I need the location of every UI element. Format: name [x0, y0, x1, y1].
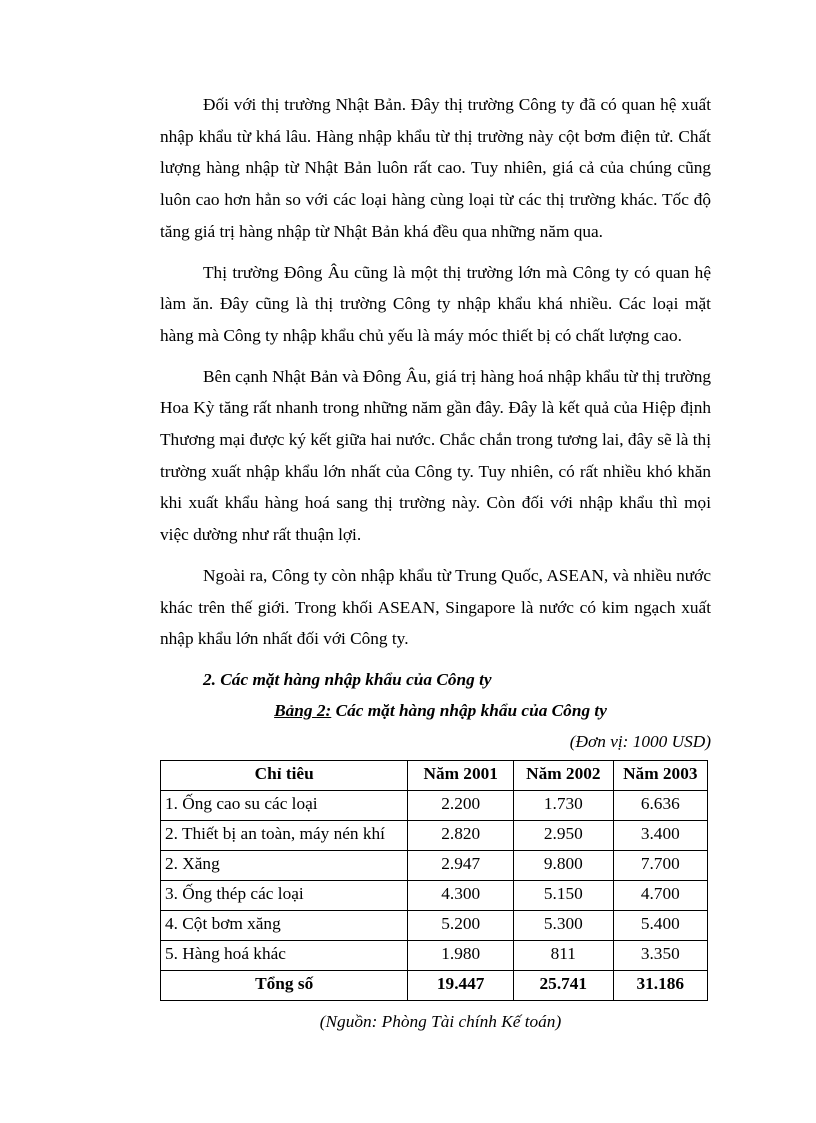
- cell-2001: 2.947: [408, 850, 514, 880]
- section-heading: 2. Các mặt hàng nhập khẩu của Công ty: [203, 669, 492, 689]
- table-caption-label: Bảng 2:: [274, 700, 332, 720]
- header-indicator: Chỉ tiêu: [161, 760, 408, 790]
- cell-2003: 7.700: [613, 850, 707, 880]
- unit-note: (Đơn vị: 1000 USD): [569, 731, 711, 751]
- row-label: 4. Cột bơm xăng: [161, 910, 408, 940]
- table-row: [161, 880, 708, 910]
- cell-2002: 5.300: [514, 910, 614, 940]
- document-body: [160, 89, 711, 1037]
- paragraph-japan-market: Đối với thị trường Nhật Bản. Đây thị trường Công ty đã có quan hệ xuất nhập khẩu từ khá lâu. Hàng nhập khẩu từ thị trường này cột bơm điện tử. Chất lượng hàng nhập từ Nhật Bản luôn rất cao. Tuy nhiên, giá cả của chúng cũng luôn cao hơn hẳn so với các loại hàng cùng loại từ các thị trường khác. Tốc độ tăng giá trị hàng nhập từ Nhật Bản khá đều qua những năm qua.: [160, 95, 711, 241]
- cell-2003: 3.350: [613, 940, 707, 970]
- cell-2002: 1.730: [514, 790, 614, 820]
- total-2003: 31.186: [613, 970, 707, 1000]
- row-label: 2. Thiết bị an toàn, máy nén khí: [161, 820, 408, 850]
- cell-2001: 4.300: [408, 880, 514, 910]
- header-year-2001: Năm 2001: [408, 760, 514, 790]
- cell-2002: 5.150: [514, 880, 614, 910]
- cell-2001: 2.200: [408, 790, 514, 820]
- cell-2002: 2.950: [514, 820, 614, 850]
- row-label: 3. Ống thép các loại: [161, 880, 408, 910]
- cell-2001: 5.200: [408, 910, 514, 940]
- paragraph-other-markets: Ngoài ra, Công ty còn nhập khẩu từ Trung Quốc, ASEAN, và nhiều nước khác trên thế giới. Trong khối ASEAN, Singapore là nước có kim ngạch xuất nhập khẩu lớn nhất đối với Công ty.: [160, 565, 711, 649]
- import-goods-table: [160, 760, 708, 1001]
- total-2002: 25.741: [514, 970, 614, 1000]
- row-label: 1. Ống cao su các loại: [161, 790, 408, 820]
- cell-2002: 9.800: [514, 850, 614, 880]
- cell-2001: 2.820: [408, 820, 514, 850]
- row-label: 2. Xăng: [161, 850, 408, 880]
- table-caption-title: Các mặt hàng nhập khẩu của Công ty: [331, 700, 607, 720]
- source-note: (Nguồn: Phòng Tài chính Kế toán): [319, 1011, 562, 1031]
- cell-2003: 4.700: [613, 880, 707, 910]
- cell-2001: 1.980: [408, 940, 514, 970]
- table-row: [161, 850, 708, 880]
- cell-2002: 811: [514, 940, 614, 970]
- header-year-2002: Năm 2002: [514, 760, 614, 790]
- table-row: [161, 820, 708, 850]
- table-caption: [160, 695, 711, 726]
- cell-2003: 6.636: [613, 790, 707, 820]
- header-year-2003: Năm 2003: [613, 760, 707, 790]
- table-row: [161, 790, 708, 820]
- paragraph-us-market: Bên cạnh Nhật Bản và Đông Âu, giá trị hàng hoá nhập khẩu từ thị trường Hoa Kỳ tăng rất nhanh trong những năm gần đây. Đây là kết quả của Hiệp định Thương mại được ký kết giữa hai nước. Chắc chắn trong tương lai, đây sẽ là thị trường xuất nhập khẩu lớn nhất của Công ty. Tuy nhiên, có rất nhiều khó khăn khi xuất khẩu hàng hoá sang thị trường này. Còn đối với nhập khẩu thì mọi việc dường như rất thuận lợi.: [160, 366, 711, 545]
- table-header-row: [161, 760, 708, 790]
- table-row: [161, 940, 708, 970]
- total-label: Tổng số: [161, 970, 408, 1000]
- table-total-row: [161, 970, 708, 1000]
- cell-2003: 5.400: [613, 910, 707, 940]
- row-label: 5. Hàng hoá khác: [161, 940, 408, 970]
- paragraph-eastern-europe-market: Thị trường Đông Âu cũng là một thị trường lớn mà Công ty có quan hệ làm ăn. Đây cũng là thị trường Công ty nhập khẩu khá nhiều. Các loại mặt hàng mà Công ty nhập khẩu chủ yếu là máy móc thiết bị có chất lượng cao.: [160, 262, 711, 345]
- cell-2003: 3.400: [613, 820, 707, 850]
- table-row: [161, 910, 708, 940]
- total-2001: 19.447: [408, 970, 514, 1000]
